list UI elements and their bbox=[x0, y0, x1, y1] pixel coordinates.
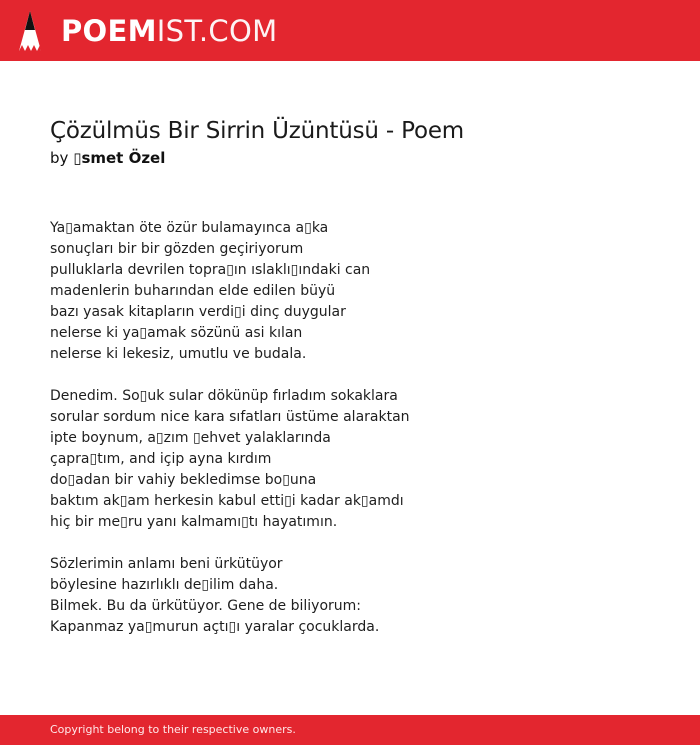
poem-line: Ya▯amaktan öte özür bulamayınca a▯ka bbox=[50, 220, 329, 236]
by-label: by bbox=[50, 149, 69, 167]
poem-line: do▯adan bir vahiy bekledimse bo▯una bbox=[50, 472, 317, 488]
poem-line: böylesine hazırlıklı de▯ilim daha. bbox=[50, 577, 279, 593]
author-name[interactable]: ▯smet Özel bbox=[73, 149, 166, 167]
copyright-text: Copyright belong to their respective owners. bbox=[50, 723, 296, 736]
byline bbox=[50, 147, 670, 169]
poem-line: çapra▯tım, and içip ayna kırdım bbox=[50, 451, 272, 467]
logo-bold-text: POEM bbox=[61, 13, 157, 48]
poem-line: sonuçları bir bir gözden geçiriyorum bbox=[50, 241, 304, 257]
poem-stanza bbox=[50, 386, 670, 533]
poem-stanza bbox=[50, 554, 670, 638]
site-footer bbox=[0, 715, 700, 745]
poem-line: ipte boynum, a▯zım ▯ehvet yalaklarında bbox=[50, 430, 331, 446]
pencil-tip-icon bbox=[18, 10, 42, 52]
poem-heading bbox=[50, 116, 670, 169]
poem-line: nelerse ki lekesiz, umutlu ve budala. bbox=[50, 346, 307, 362]
logo-wordmark bbox=[61, 13, 278, 48]
poem-line: Bilmek. Bu da ürkütüyor. Gene de biliyorum: bbox=[50, 598, 361, 614]
poem-line: sorular sordum nice kara sıfatları üstüme alaraktan bbox=[50, 409, 410, 425]
poem-line: madenlerin buharından elde edilen büyü bbox=[50, 283, 336, 299]
poem-line: hiç bir me▯ru yanı kalmamı▯tı hayatımın. bbox=[50, 514, 338, 530]
logo-light-text: IST.COM bbox=[156, 13, 278, 48]
poem-body bbox=[50, 218, 670, 659]
poem-line: baktım ak▯am herkesin kabul etti▯i kadar ak▯amdı bbox=[50, 493, 404, 509]
poem-line: Kapanmaz ya▯murun açtı▯ı yaralar çocuklarda. bbox=[50, 619, 380, 635]
poem-stanza bbox=[50, 218, 670, 365]
poem-line: pulluklarla devrilen topra▯ın ıslaklı▯ındaki can bbox=[50, 262, 371, 278]
poem-line: bazı yasak kitapların verdi▯i dinç duygular bbox=[50, 304, 346, 320]
poem-line: Denedim. So▯uk sular dökünüp fırladım sokaklara bbox=[50, 388, 398, 404]
poem-title: Çözülmüs Bir Sirrin Üzüntüsü - Poem bbox=[50, 118, 464, 144]
poem-line: nelerse ki ya▯amak sözünü asi kılan bbox=[50, 325, 303, 341]
site-logo-link[interactable] bbox=[18, 10, 277, 52]
site-header bbox=[0, 0, 700, 61]
poem-line: Sözlerimin anlamı beni ürkütüyor bbox=[50, 556, 283, 572]
